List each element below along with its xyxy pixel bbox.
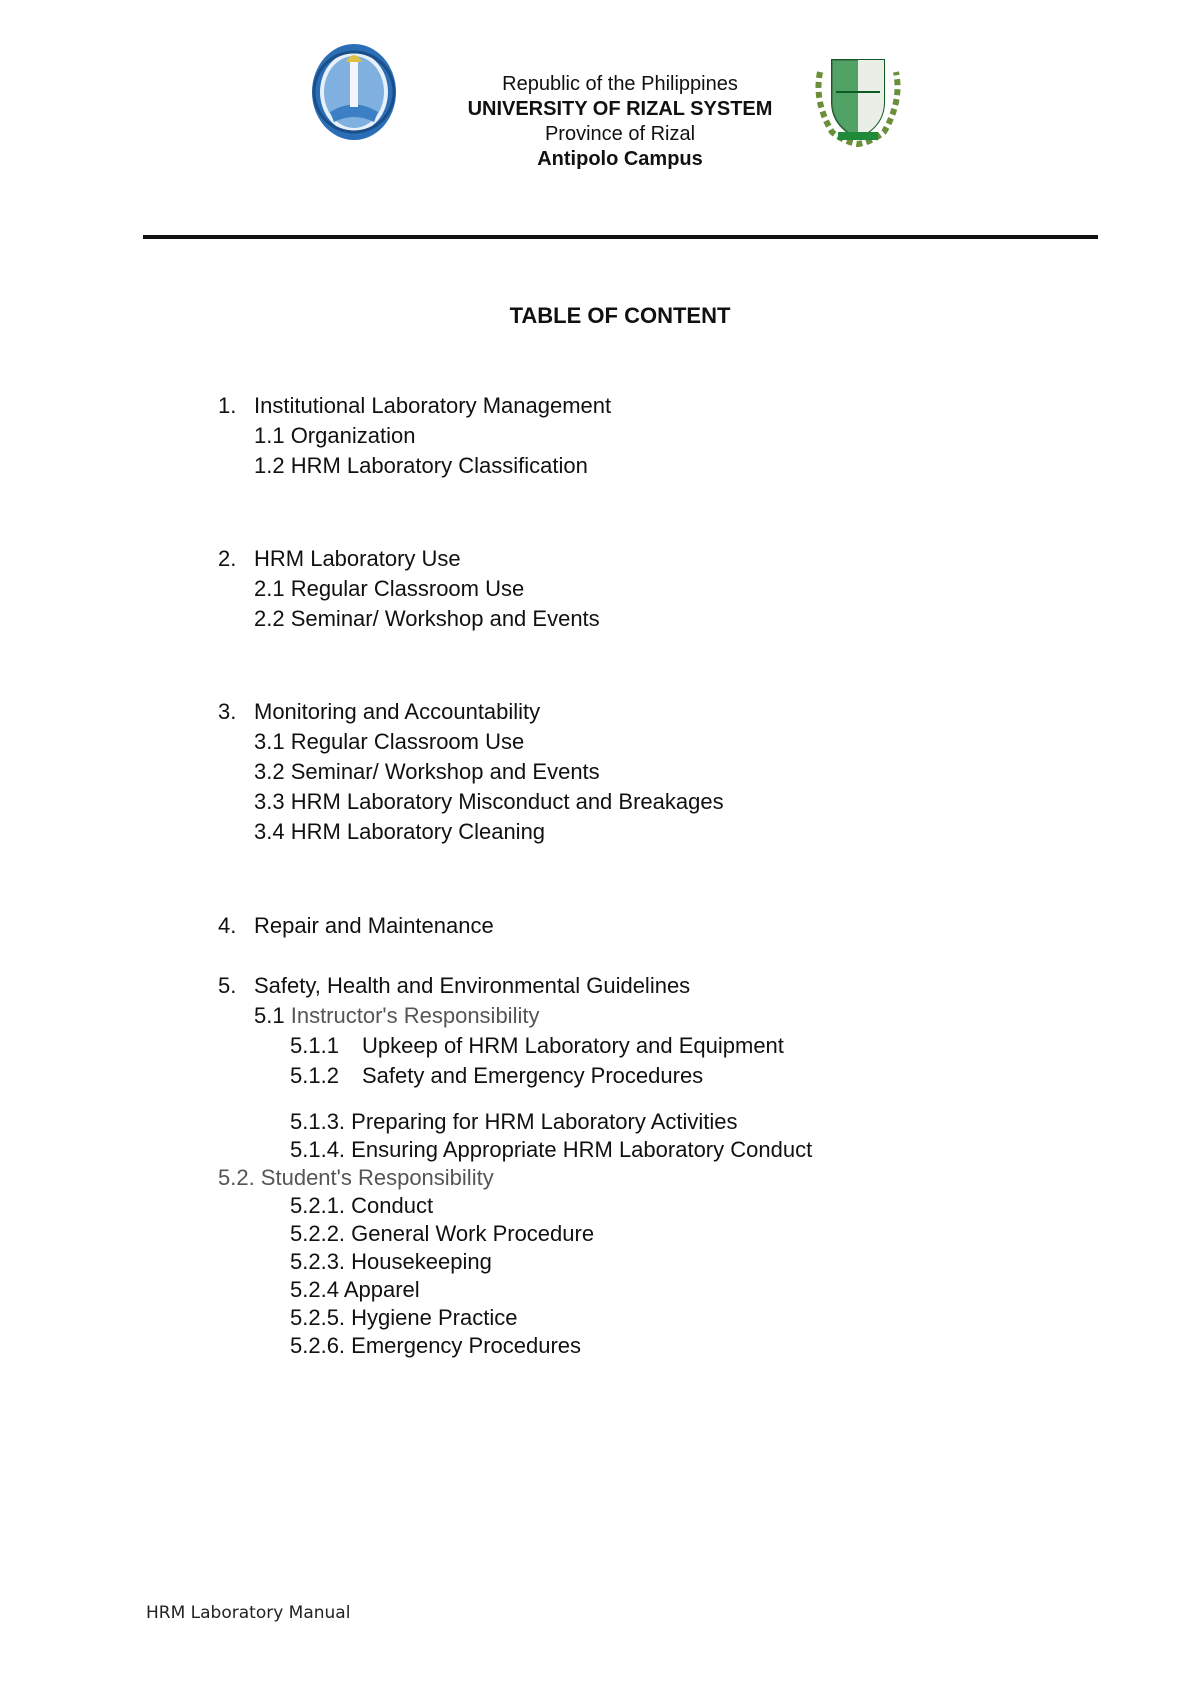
toc-item: 5.2.5. Hygiene Practice — [290, 1305, 518, 1330]
toc-item: 5.2.6. Emergency Procedures — [290, 1333, 582, 1358]
toc-item-label: Safety and Emergency Procedures — [362, 1063, 704, 1088]
toc-item: 5.2.4 Apparel — [290, 1277, 420, 1302]
toc-subsection-label: Instructor's Responsibility — [290, 1003, 540, 1028]
toc-item: 5.1.4. Ensuring Appropriate HRM Laboratory Conduct — [290, 1137, 813, 1162]
toc-item: 5.2.1. Conduct — [290, 1193, 434, 1218]
page-footer: HRM Laboratory Manual — [146, 1603, 351, 1623]
toc-item: 3.2 Seminar/ Workshop and Events — [254, 759, 600, 784]
toc-item: 3.1 Regular Classroom Use — [254, 729, 525, 754]
toc-item: 5.2.2. General Work Procedure — [290, 1221, 595, 1246]
toc-item: 2.1 Regular Classroom Use — [254, 576, 525, 601]
toc-subsection-5-2: 5.2. Student's Responsibility — [218, 1165, 494, 1190]
campus-shield-emblem-icon — [810, 52, 906, 148]
toc-item — [290, 1062, 703, 1090]
republic-line: Republic of the Philippines — [502, 73, 738, 95]
toc-section-label: HRM Laboratory Use — [254, 546, 461, 571]
toc-section-number: 2. — [218, 546, 237, 571]
toc-item: 3.3 HRM Laboratory Misconduct and Breakages — [254, 789, 724, 814]
toc-section-label: Repair and Maintenance — [254, 913, 494, 938]
toc-section-4 — [218, 912, 494, 940]
toc-item-number: 5.1.2 — [290, 1063, 339, 1088]
toc-title: TABLE OF CONTENT — [509, 303, 731, 328]
toc-section-1 — [218, 392, 611, 420]
toc-item: 5.2.3. Housekeeping — [290, 1249, 492, 1274]
toc-item-label: Upkeep of HRM Laboratory and Equipment — [362, 1033, 784, 1058]
toc-section-5 — [218, 972, 690, 1000]
toc-item — [290, 1032, 784, 1060]
toc-item: 5.1.3. Preparing for HRM Laboratory Activities — [290, 1109, 738, 1134]
toc-section-label: Institutional Laboratory Management — [254, 393, 612, 418]
toc-item: 1.2 HRM Laboratory Classification — [254, 453, 588, 478]
toc-item-number: 5.1.1 — [290, 1033, 339, 1058]
university-seal-icon — [310, 42, 398, 142]
toc-subsection-5-1 — [254, 1002, 539, 1030]
toc-section-number: 4. — [218, 913, 237, 938]
campus-name: Antipolo Campus — [537, 148, 703, 170]
toc-item: 3.4 HRM Laboratory Cleaning — [254, 819, 546, 844]
toc-section-number: 3. — [218, 699, 237, 724]
toc-subsection-number: 5.1 — [254, 1003, 285, 1028]
toc-item: 2.2 Seminar/ Workshop and Events — [254, 606, 600, 631]
toc-section-number: 5. — [218, 973, 237, 998]
toc-section-3 — [218, 698, 540, 726]
university-name: UNIVERSITY OF RIZAL SYSTEM — [467, 98, 773, 120]
header-divider — [143, 235, 1098, 239]
toc-section-2 — [218, 545, 461, 573]
province-line: Province of Rizal — [544, 123, 696, 145]
toc-section-label: Monitoring and Accountability — [254, 699, 541, 724]
toc-section-number: 1. — [218, 393, 237, 418]
institution-header — [400, 72, 840, 172]
toc-section-label: Safety, Health and Environmental Guidelines — [254, 973, 691, 998]
toc-item: 1.1 Organization — [254, 423, 416, 448]
